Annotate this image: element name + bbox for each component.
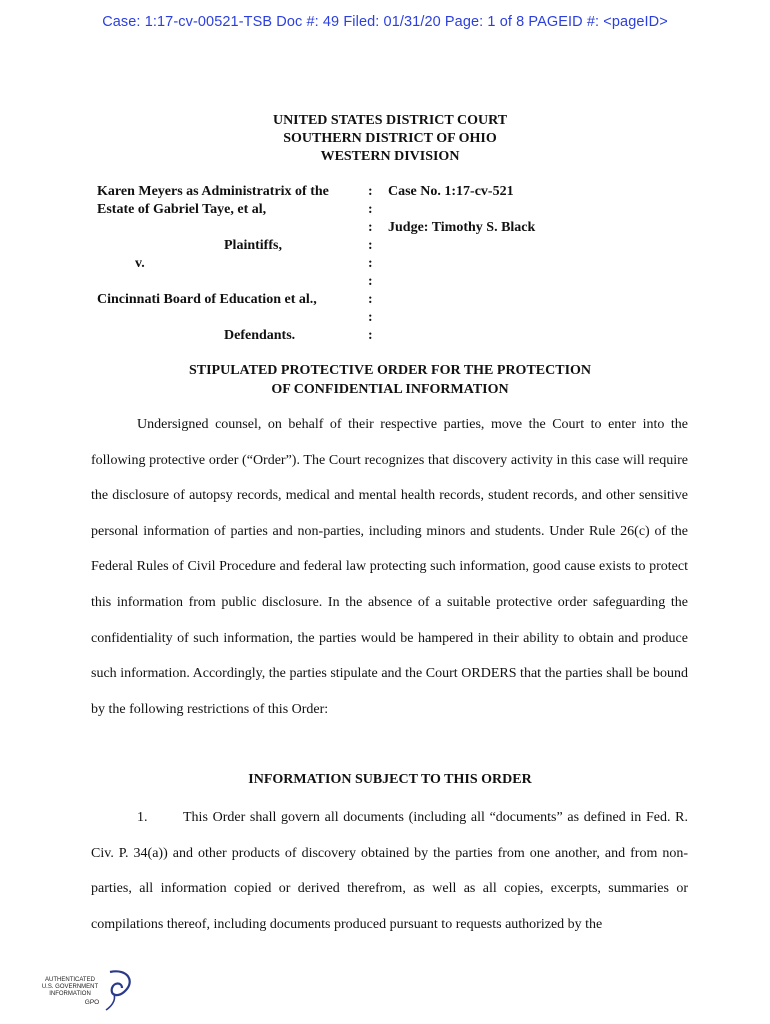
court-district: SOUTHERN DISTRICT OF OHIO <box>283 131 497 146</box>
eagle-icon <box>110 971 130 995</box>
caption-colon: : <box>368 184 373 199</box>
caption-parties <box>97 183 362 345</box>
ecf-header-stamp: Case: 1:17-cv-00521-TSB Doc #: 49 Filed: 01/31/20 Page: 1 of 8 PAGEID #: <pageID> <box>102 14 668 30</box>
defendants-label: Defendants. <box>224 328 296 343</box>
order-title-line1: STIPULATED PROTECTIVE ORDER FOR THE PROTECTION <box>188 363 592 378</box>
logo-text-line2: U.S. GOVERNMENT <box>41 984 99 990</box>
order-title <box>0 361 770 399</box>
court-division: WESTERN DIVISION <box>320 149 460 164</box>
intro-paragraph <box>91 407 688 727</box>
section-heading: INFORMATION SUBJECT TO THIS ORDER <box>248 772 532 787</box>
plaintiff-name-line1: Karen Meyers as Administratrix of the <box>97 184 329 199</box>
order-title-line2: OF CONFIDENTIAL INFORMATION <box>271 382 509 397</box>
caption-colon: : <box>368 238 373 253</box>
numbered-paragraph-1-text: This Order shall govern all documents (including all “documents” as defined in Fed. R. Civ. P. 34(a)) and other products of discovery obtained by the parties from one another, and from non-parties, all information copied or derived therefrom, as well as all copies, excerpts, summaries or compilations thereof, including documents produced pursuant to requests authorized by the <box>91 810 688 932</box>
intro-paragraph-text: Undersigned counsel, on behalf of their respective parties, move the Court to enter into the following protective order (“Order”). The Court recognizes that discovery activity in this case will require the disclosure of autopsy records, medical and mental health records, student records, and other sensitive personal information of parties and non-parties, including minors and students. Under Rule 26(c) of the Federal Rules of Civil Procedure and federal law protecting such information, good cause exists to protect this information from public disclosure. In the absence of a suitable protective order safeguarding the confidentiality of such information, the parties would be hampered in their ability to obtain and produce such information. Accordingly, the parties stipulate and the Court ORDERS that the parties shall be bound by the following restrictions of this Order: <box>91 417 688 717</box>
paragraph-number: 1. <box>137 810 148 825</box>
caption-case-info <box>388 183 648 237</box>
logo-text-line3: INFORMATION <box>49 991 91 997</box>
caption-colon: : <box>368 274 373 289</box>
caption-colon: : <box>368 292 373 307</box>
caption-colon: : <box>368 328 373 343</box>
logo-text-line1: AUTHENTICATED <box>45 977 95 983</box>
caption-colon: : <box>368 202 373 217</box>
caption-colon: : <box>368 310 373 325</box>
court-name: UNITED STATES DISTRICT COURT <box>272 113 508 128</box>
judge-name: Judge: Timothy S. Black <box>388 220 536 235</box>
gpo-authentication-logo <box>40 966 140 1016</box>
plaintiff-name-line2: Estate of Gabriel Taye, et al, <box>97 202 267 217</box>
plaintiffs-label: Plaintiffs, <box>224 238 282 253</box>
caption-colon: : <box>368 256 373 271</box>
caption-colon-column <box>368 183 378 345</box>
numbered-paragraph-1 <box>91 800 688 942</box>
case-number: Case No. 1:17-cv-521 <box>388 184 514 199</box>
logo-text-gpo: GPO <box>84 999 100 1006</box>
caption-colon: : <box>368 220 373 235</box>
court-heading <box>0 112 770 166</box>
versus-label: v. <box>135 256 145 271</box>
defendant-name: Cincinnati Board of Education et al., <box>97 292 317 307</box>
